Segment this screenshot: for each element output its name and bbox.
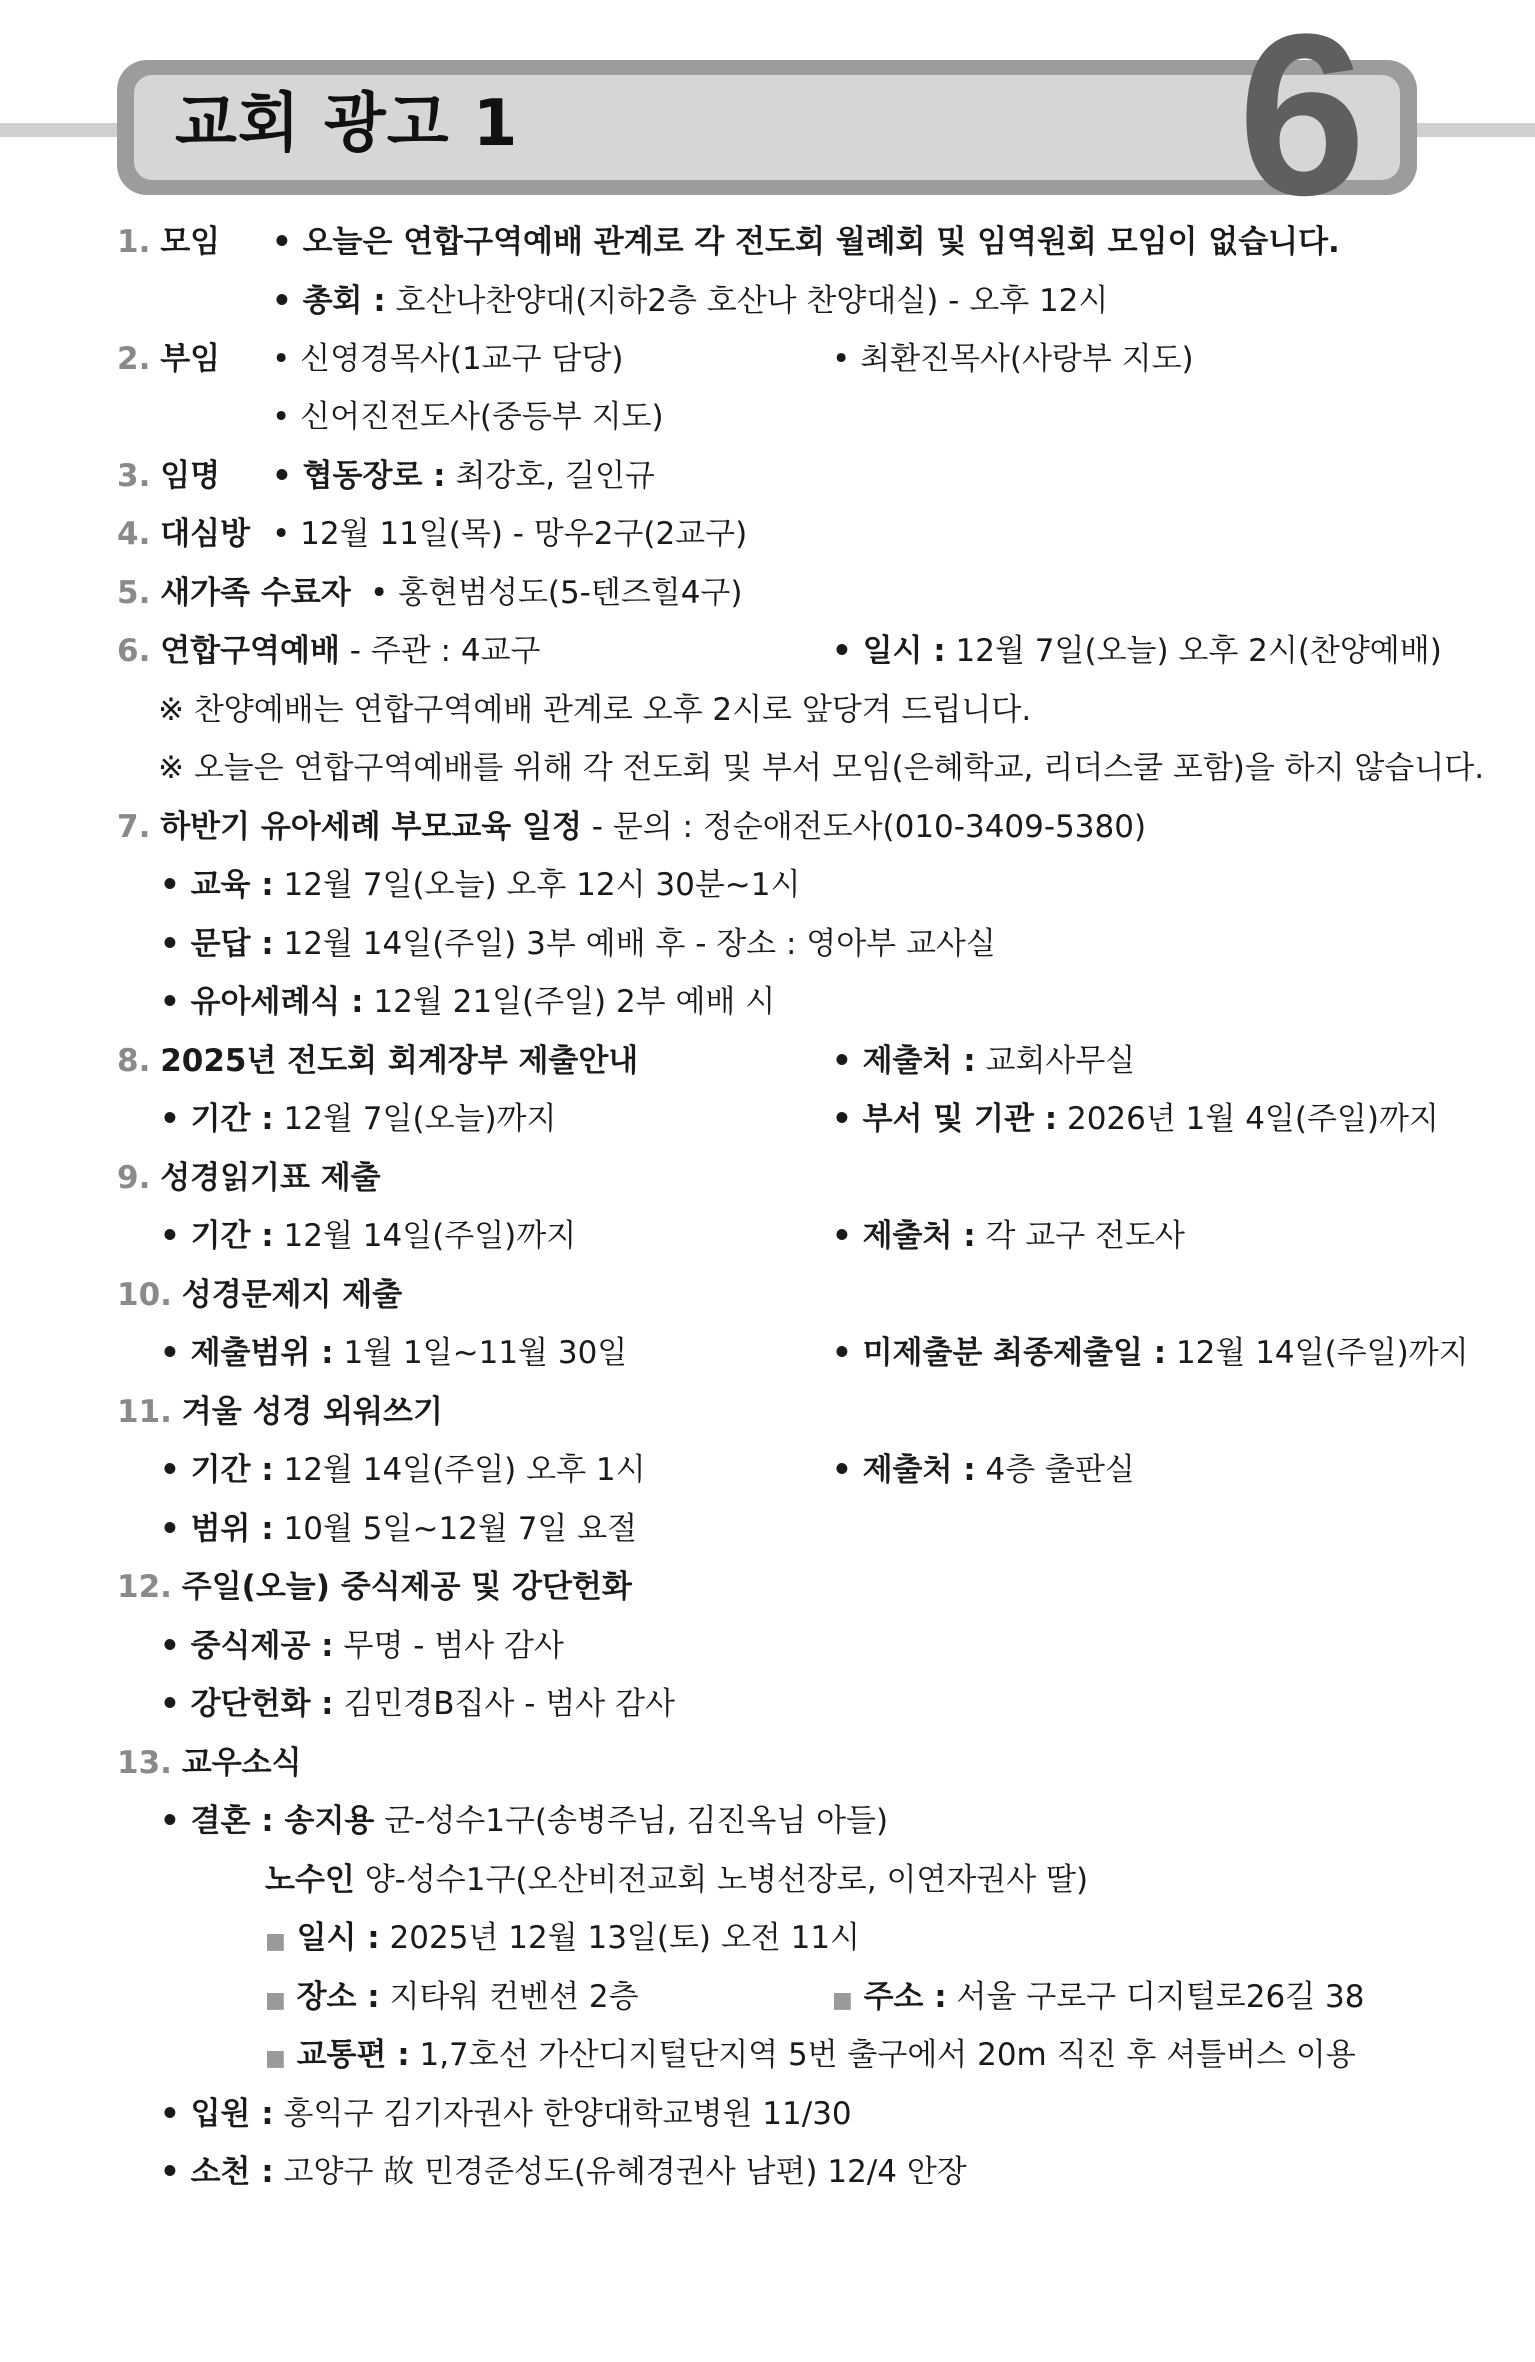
value: 12월 7일(오늘)까지 [273, 1101, 557, 1137]
section-title: 주일(오늘) 중식제공 및 강단헌화 [181, 1569, 632, 1605]
note-2: ※ 오늘은 연합구역예배를 위해 각 전도회 및 부서 모임(은혜학교, 리더스쿨 포함)을 하지 않습니다. [158, 750, 1485, 786]
section-title: 성경문제지 제출 [181, 1277, 403, 1313]
label: • 교육 : [160, 867, 274, 903]
label: • 제출처 : [832, 1218, 976, 1254]
section-title: 부임 [160, 341, 221, 377]
value: 호산나찬양대(지하2층 호산나 찬양대실) - 오후 12시 [385, 283, 1109, 319]
value: 최강호, 길인규 [445, 458, 655, 494]
section-number: 7. [117, 809, 151, 845]
square-bullet-icon: ■ [265, 1929, 286, 1954]
submit-place [832, 1041, 1135, 1081]
value: 1월 1일~11월 30일 [333, 1335, 628, 1371]
section-3-heading [117, 456, 220, 496]
appointee-3: • 신어진전도사(중등부 지도) [272, 399, 664, 435]
value: 교회사무실 [975, 1043, 1136, 1079]
section-1-heading [117, 222, 220, 262]
section-number: 9. [117, 1160, 151, 1196]
label: • 부서 및 기관 : [832, 1101, 1058, 1137]
section-number: 1. [117, 224, 151, 260]
bride-name: 노수인 [265, 1862, 355, 1898]
value: 1,7호선 가산디지털단지역 5번 출구에서 20m 직진 후 셔틀버스 이용 [409, 2037, 1356, 2073]
section-number: 5. [117, 575, 151, 611]
general-meeting [272, 281, 1108, 321]
label: • 강단헌화 : [160, 1686, 334, 1722]
value: 군-성수1구(송병주님, 김진옥님 아들) [374, 1803, 889, 1839]
label: • 제출범위 : [160, 1335, 334, 1371]
section-number: 13. [117, 1745, 172, 1781]
section-title: 하반기 유아세례 부모교육 일정 [160, 809, 582, 845]
value: 김민경B집사 - 범사 감사 [333, 1686, 675, 1722]
square-bullet-icon: ■ [265, 1988, 286, 2013]
section-title: 연합구역예배 [160, 633, 340, 669]
wedding-transport [265, 2035, 1356, 2075]
submit-place [832, 1216, 1185, 1256]
submit-range [160, 1333, 627, 1373]
appointee-1: • 신영경목사(1교구 담당) [272, 341, 624, 377]
section-title: 2025년 전도회 회계장부 제출안내 [160, 1043, 639, 1079]
wedding-bride [265, 1860, 1088, 1900]
label: • 기간 : [160, 1101, 274, 1137]
elder-appointment [272, 456, 655, 496]
page-number: 6 [1238, 0, 1366, 243]
label: • 협동장로 : [272, 458, 446, 494]
section-title: 겨울 성경 외워쓰기 [181, 1394, 443, 1430]
section-11-heading [117, 1392, 443, 1432]
square-bullet-icon: ■ [832, 1988, 853, 2013]
section-5-heading [117, 573, 351, 613]
label: • 기간 : [160, 1452, 274, 1488]
label: • 문답 : [160, 926, 274, 962]
lunch-item [160, 1626, 564, 1666]
section-subtitle: - 문의 : 정순애전도사(010-3409-5380) [581, 809, 1147, 845]
value: 12월 14일(주일)까지 [273, 1218, 577, 1254]
wedding-groom [160, 1801, 888, 1841]
label: • 소천 : [160, 2154, 274, 2190]
value: 12월 7일(오늘) 오후 12시 30분~1시 [273, 867, 801, 903]
value: 12월 14일(주일) 오후 1시 [273, 1452, 646, 1488]
section-number: 4. [117, 516, 151, 552]
section-9-heading [117, 1158, 381, 1198]
value: 12월 7일(오늘) 오후 2시(찬양예배) [945, 633, 1442, 669]
range-item [160, 1509, 637, 1549]
section-number: 11. [117, 1394, 172, 1430]
label: • 총회 : [272, 283, 386, 319]
section-4-heading [117, 514, 250, 554]
section-title: 임명 [160, 458, 221, 494]
label: • 미제출분 최종제출일 : [832, 1335, 1167, 1371]
meeting-notice: • 오늘은 연합구역예배 관계로 각 전도회 월례회 및 임역원회 모임이 없습니다. [272, 224, 1340, 260]
interview-item [160, 924, 996, 964]
section-10-heading [117, 1275, 402, 1315]
label: • 중식제공 : [160, 1628, 334, 1664]
label: 일시 : [285, 1920, 380, 1956]
section-6-heading [117, 631, 540, 671]
value: 각 교구 전도사 [975, 1218, 1185, 1254]
label: • 유아세례식 : [160, 984, 364, 1020]
wedding-place [265, 1977, 639, 2017]
visitation-info: • 12월 11일(목) - 망우2구(2교구) [272, 516, 748, 552]
section-title: 교우소식 [181, 1745, 302, 1781]
graduate-info: • 홍현범성도(5-텐즈힐4구) [370, 575, 743, 611]
section-subtitle: - 주관 : 4교구 [339, 633, 541, 669]
section-number: 10. [117, 1277, 172, 1313]
square-bullet-icon: ■ [265, 2046, 286, 2071]
note-1: ※ 찬양예배는 연합구역예배 관계로 오후 2시로 앞당겨 드립니다. [158, 692, 1032, 728]
final-deadline [832, 1333, 1469, 1373]
value: 양-성수1구(오산비전교회 노병선장로, 이연자권사 딸) [354, 1862, 1089, 1898]
passing-away [160, 2152, 967, 2192]
education-item [160, 865, 800, 905]
wedding-address [832, 1977, 1364, 2017]
label: 주소 : [852, 1979, 947, 2015]
service-time [832, 631, 1442, 671]
section-number: 6. [117, 633, 151, 669]
department-deadline [832, 1099, 1439, 1139]
label: 교통편 : [285, 2037, 410, 2073]
section-8-heading [117, 1041, 638, 1081]
hospitalization [160, 2094, 852, 2134]
section-12-heading [117, 1567, 632, 1607]
section-13-heading [117, 1743, 302, 1783]
period-item [160, 1099, 556, 1139]
appointee-2: • 최환진목사(사랑부 지도) [832, 341, 1194, 377]
flower-item [160, 1684, 675, 1724]
period-item [160, 1216, 576, 1256]
groom-name: 송지용 [273, 1803, 375, 1839]
label: • 기간 : [160, 1218, 274, 1254]
section-title: 대심방 [160, 516, 251, 552]
label: • 일시 : [832, 633, 946, 669]
section-title: 성경읽기표 제출 [160, 1160, 381, 1196]
label: • 제출처 : [832, 1043, 976, 1079]
wedding-date [265, 1918, 860, 1958]
value: 지타워 컨벤션 2층 [379, 1979, 639, 2015]
section-7-heading [117, 807, 1146, 847]
period-item [160, 1450, 646, 1490]
value: 2026년 1월 4일(주일)까지 [1057, 1101, 1439, 1137]
value: 12월 14일(주일) 3부 예배 후 - 장소 : 영아부 교사실 [273, 926, 996, 962]
value: 고양구 故 민경준성도(유혜경권사 남편) 12/4 안장 [273, 2154, 967, 2190]
value: 4층 출판실 [975, 1452, 1135, 1488]
page-title: 교회 광고 1 [175, 87, 519, 161]
section-title: 모임 [160, 224, 221, 260]
label: • 제출처 : [832, 1452, 976, 1488]
label: • 범위 : [160, 1511, 274, 1547]
section-number: 3. [117, 458, 151, 494]
value: 무명 - 범사 감사 [333, 1628, 564, 1664]
section-number: 8. [117, 1043, 151, 1079]
label: • 결혼 : [160, 1803, 274, 1839]
section-2-heading [117, 339, 220, 379]
section-title: 새가족 수료자 [160, 575, 351, 611]
value: 서울 구로구 디지털로26길 38 [946, 1979, 1365, 2015]
section-number: 2. [117, 341, 151, 377]
value: 12월 21일(주일) 2부 예배 시 [363, 984, 776, 1020]
section-number: 12. [117, 1569, 172, 1605]
baptism-item [160, 982, 775, 1022]
value: 10월 5일~12월 7일 요절 [273, 1511, 638, 1547]
label: 장소 : [285, 1979, 380, 2015]
value: 홍익구 김기자권사 한양대학교병원 11/30 [273, 2096, 852, 2132]
value: 2025년 12월 13일(토) 오전 11시 [379, 1920, 860, 1956]
label: • 입원 : [160, 2096, 274, 2132]
submit-place [832, 1450, 1135, 1490]
value: 12월 14일(주일)까지 [1166, 1335, 1469, 1371]
